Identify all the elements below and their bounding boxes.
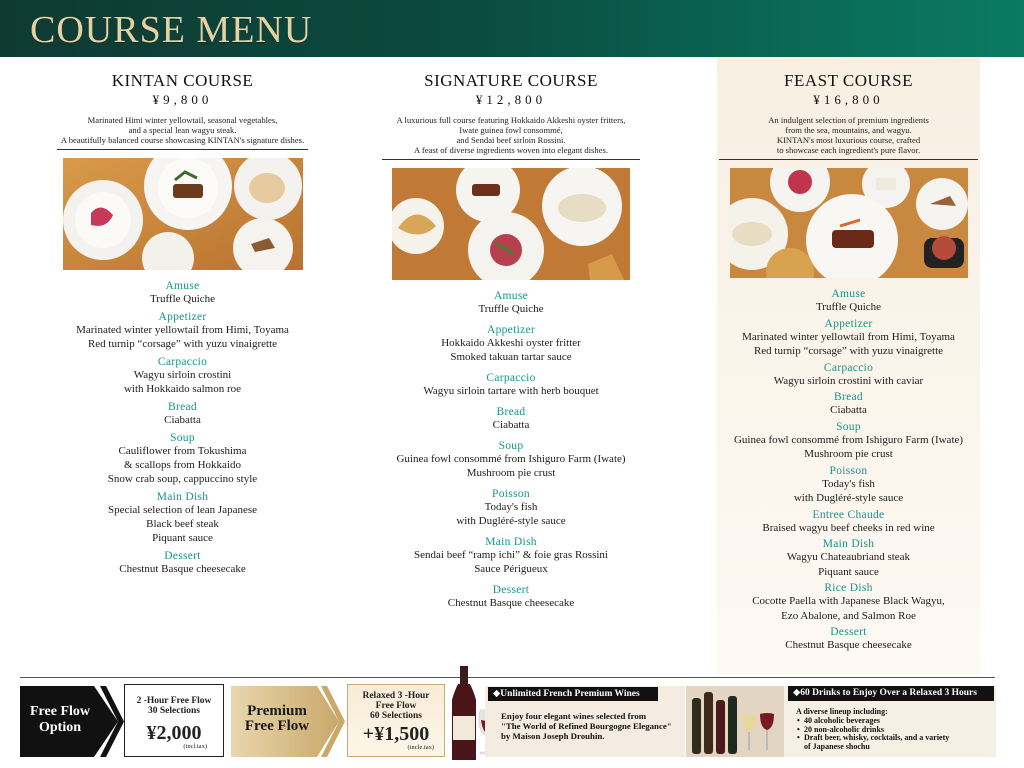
menu-item: Sendai beef “ramp ichi” & foie gras Rossini	[414, 549, 608, 561]
menu-item: Piquant sauce	[818, 565, 879, 578]
menu-item: Sauce Périgueux	[474, 563, 548, 575]
section-label-appetizer: Appetizer	[158, 311, 207, 323]
section-label-amuse: Amuse	[165, 280, 200, 292]
drinks-intro: A diverse lineup including:	[796, 707, 888, 716]
section-label-carpaccio: Carpaccio	[157, 356, 208, 368]
menu-item: with Dugléré-style sauce	[456, 515, 566, 527]
menu-item: Wagyu sirloin crostini with caviar	[773, 374, 924, 387]
course-signature	[380, 57, 642, 610]
menu-item: Red turnip “corsage” with yuzu vinaigrette	[87, 338, 278, 350]
menu-item: Cauliflower from Tokushima	[118, 445, 247, 457]
free-flow-option-banner	[20, 686, 124, 757]
menu-item: Wagyu Chateaubriand steak	[786, 551, 911, 563]
section-label-carpaccio: Carpaccio	[486, 372, 536, 384]
menu-item: Marinated winter yellowtail from Himi, Toyama	[742, 330, 955, 343]
premium-duration: Relaxed 3 -Hour	[362, 691, 430, 701]
menu-item: Snow crab soup, cappuccino style	[107, 473, 258, 485]
course-dish-photo	[730, 168, 968, 278]
section-label-dessert: Dessert	[830, 626, 867, 638]
section-label-bread: Bread	[834, 391, 863, 403]
drinks-panel-heading: ◆60 Drinks to Enjoy Over a Relaxed 3 Hours	[788, 686, 994, 701]
premium-label: Premium	[247, 703, 307, 719]
section-label-main-dish: Main Dish	[156, 491, 209, 503]
section-label-poisson: Poisson	[492, 488, 530, 500]
menu-item: Chestnut Basque cheesecake	[119, 563, 246, 575]
section-label-poisson: Poisson	[829, 464, 868, 477]
menu-item: Today's fish	[484, 501, 538, 513]
wine-panel	[485, 686, 685, 757]
menu-item: Mushroom pie crust	[466, 467, 556, 479]
course-kintan	[55, 57, 310, 576]
wine-panel-heading: ◆Unlimited French Premium Wines	[488, 687, 658, 701]
premium-free-flow: Free Flow	[375, 701, 417, 711]
menu-item: Wagyu sirloin crostini	[133, 369, 232, 381]
course-name: SIGNATURE COURSE	[424, 71, 598, 90]
wine-glasses-photo	[686, 686, 784, 757]
section-label-appetizer: Appetizer	[486, 324, 536, 336]
divider	[382, 159, 640, 160]
list-item: • 20 non-alcoholic drinks	[796, 726, 949, 735]
menu-item: Piquant sauce	[152, 532, 213, 544]
section-label-bread: Bread	[168, 401, 197, 413]
standard-duration: 2 -Hour Free Flow	[136, 696, 212, 706]
section-label-carpaccio: Carpaccio	[823, 361, 874, 374]
course-name: FEAST COURSE	[784, 71, 913, 90]
standard-selections: 30 Selections	[148, 706, 200, 716]
menu-item: Ciabatta	[492, 419, 530, 431]
menu-item: Ezo Abalone, and Salmon Roe	[781, 609, 916, 622]
menu-item: Special selection of lean Japanese	[107, 504, 258, 516]
menu-item: Chestnut Basque cheesecake	[447, 597, 575, 609]
divider	[719, 159, 978, 160]
menu-item: with Dugléré-style sauce	[793, 492, 904, 504]
menu-item: Truffle Quiche	[149, 293, 216, 305]
section-label-soup: Soup	[836, 420, 861, 433]
divider	[57, 149, 308, 150]
course-price: ¥9,800	[152, 92, 213, 107]
premium-free-flow-banner	[231, 686, 345, 757]
menu-item: Guinea fowl consommé from Ishiguro Farm (Iwate)	[733, 433, 964, 446]
section-label-bread: Bread	[496, 406, 526, 418]
page-title: COURSE MENU	[30, 9, 313, 51]
drinks-panel	[784, 686, 996, 757]
course-price: ¥16,800	[813, 92, 884, 107]
premium-selections: 60 Selections	[370, 711, 422, 721]
menu-item: Braised wagyu beef cheeks in red wine	[762, 521, 935, 534]
premium-tax-note: (incle.tax)	[407, 744, 434, 751]
standard-price: ¥2,000	[146, 722, 202, 744]
section-label-dessert: Dessert	[164, 550, 201, 562]
menu-item: Mushroom pie crust	[804, 448, 893, 460]
premium-free-flow-box	[347, 684, 445, 757]
menu-item: Ciabatta	[164, 414, 201, 426]
section-label-soup: Soup	[498, 440, 524, 452]
list-item-continued: of Japanese shochu	[804, 742, 870, 752]
course-dish-photo	[63, 158, 303, 270]
course-description: Marinated Himi winter yellowtail, seasonal vegetables, and a special lean wagyu steak. A beautifully balanced course showcasing KINTAN's signature dishes.	[60, 115, 305, 145]
course-dish-photo	[392, 168, 630, 280]
section-label-amuse: Amuse	[493, 290, 529, 302]
section-label-main-dish: Main Dish	[485, 536, 537, 548]
header-banner	[0, 0, 1024, 57]
section-label-soup: Soup	[170, 432, 195, 444]
course-feast	[717, 57, 980, 675]
menu-item: Truffle Quiche	[815, 301, 882, 313]
section-label-entree-chaude: Entree Chaude	[812, 508, 885, 521]
menu-item: Cocotte Paella with Japanese Black Wagyu,	[752, 595, 945, 607]
premium-price: +¥1,500	[362, 723, 430, 745]
drinks-list	[796, 708, 949, 752]
menu-item: Guinea fowl consommé from Ishiguro Farm (Iwate)	[396, 453, 626, 465]
menu-item: Black beef steak	[146, 518, 219, 530]
section-label-amuse: Amuse	[831, 288, 866, 300]
section-label-dessert: Dessert	[492, 584, 530, 596]
section-label-main-dish: Main Dish	[822, 538, 875, 550]
course-description: A luxurious full course featuring Hokkaido Akkeshi oyster fritters, Iwate guinea fowl consommé, and Sendai beef sirloin Rossini. A feast of diverse ingredients woven into elegant dishes.	[396, 115, 626, 155]
course-name: KINTAN COURSE	[111, 71, 254, 90]
menu-item: & scallops from Hokkaido	[123, 459, 241, 471]
menu-item: Ciabatta	[830, 404, 867, 416]
course-price: ¥12,800	[475, 92, 547, 107]
menu-item: Red turnip “corsage” with yuzu vinaigrette	[753, 345, 944, 357]
menu-item: Hokkaido Akkeshi oyster fritter	[441, 337, 581, 349]
menu-item: Marinated winter yellowtail from Himi, Toyama	[76, 324, 289, 336]
free-flow-label: Free Flow	[244, 718, 310, 734]
menu-item: Truffle Quiche	[478, 303, 544, 315]
section-label-appetizer: Appetizer	[824, 317, 873, 330]
menu-item: Wagyu sirloin tartare with herb bouquet	[423, 385, 599, 397]
menu-item: Today's fish	[822, 477, 875, 490]
list-item: • Draft beer, whisky, cocktails, and a variety	[796, 734, 949, 743]
menu-item: Chestnut Basque cheesecake	[785, 639, 912, 651]
menu-item: Smoked takuan tartar sauce	[450, 351, 572, 363]
standard-tax-note: (incl.tax)	[183, 743, 207, 750]
option-label: Option	[38, 720, 81, 735]
free-flow-label: Free Flow	[30, 704, 90, 719]
standard-free-flow-box	[124, 684, 224, 757]
list-item: • 40 alcoholic beverages	[796, 717, 949, 726]
wine-panel-text: Enjoy four elegant wines selected from "The World of Refined Bourgogne Elegance" by Maison Joseph Drouhin.	[501, 711, 672, 741]
bottom-divider	[20, 677, 995, 678]
course-description: An indulgent selection of premium ingredients from the sea, mountains, and wagyu. KINTAN's most luxurious course, crafted to showcase each ingredient's pure flavor.	[768, 115, 929, 155]
section-label-rice-dish: Rice Dish	[824, 582, 873, 594]
menu-item: with Hokkaido salmon roe	[123, 383, 241, 395]
